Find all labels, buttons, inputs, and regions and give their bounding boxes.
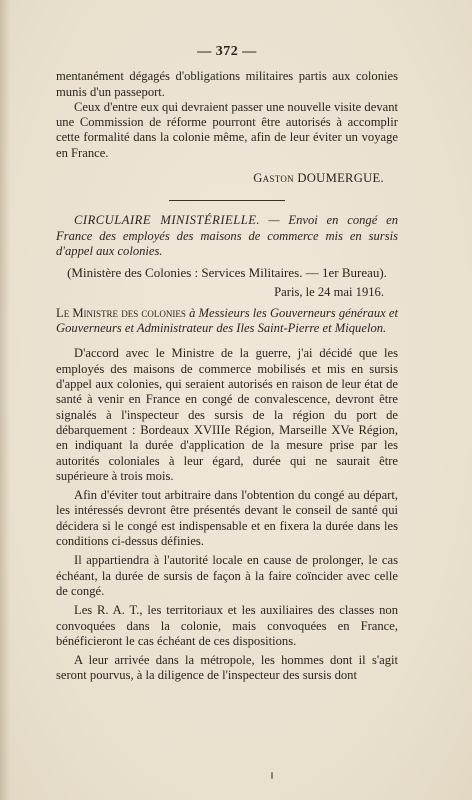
minister-address bbox=[56, 306, 398, 337]
page-number: — 372 — bbox=[197, 44, 257, 59]
ministry-line: (Ministère des Colonies : Services Militaires. — 1er Bureau). bbox=[67, 265, 387, 281]
dateline: Paris, le 24 mai 1916. bbox=[274, 284, 384, 299]
minister-lead: Le Ministre des colonies bbox=[56, 305, 186, 320]
circular-subject: . — Envoi en congé en France des employés des maisons de commerce mis en sursis d'appel aux colonies. bbox=[56, 213, 398, 258]
circular-heading bbox=[56, 213, 398, 259]
previous-paragraph: Ceux d'entre eux qui devraient passer une nouvelle visite devant une Commission de réforme pourront être autorisés à accomplir cette formalité dans la colonie même, afin de leur éviter un voyage en France. bbox=[56, 99, 398, 160]
circular-title: CIRCULAIRE MINISTÉRIELLE bbox=[74, 213, 257, 228]
binding-shadow bbox=[0, 0, 10, 800]
paper-speck bbox=[271, 772, 273, 779]
text-block bbox=[56, 44, 398, 688]
minister-recipients: à Messieurs les Gouverneurs généraux et Gouverneurs et Administrateur des Iles Saint-Pierre et Miquelon. bbox=[56, 305, 398, 336]
section-divider bbox=[169, 200, 285, 201]
body-paragraph-5: A leur arrivée dans la métropole, les hommes dont il s'agit seront pourvus, à la diligence de l'inspecteur des sursis dont bbox=[56, 653, 398, 683]
body-paragraph-2: Afin d'éviter tout arbitraire dans l'obtention du congé au départ, les intéressés devront être présentés devant le conseil de santé qui décidera si le congé est indispensable et en fixera la durée dans les conditions ci-dessus définies. bbox=[56, 488, 398, 549]
body-paragraph-4: Les R. A. T., les territoriaux et les auxiliaires des classes non convoquées dans la colonie, mais convoquées en France, bénéficieront le cas échéant de ces dispositions. bbox=[56, 603, 398, 648]
body-paragraph-3: Il appartiendra à l'autorité locale en cause de prolonger, le cas échéant, la durée de sursis de façon à la faire coïncider avec celle de congé. bbox=[56, 553, 398, 598]
body-paragraph-1: D'accord avec le Ministre de la guerre, j'ai décidé que les employés des maisons de commerce mobilisés et mis en sursis d'appel aux colonies, qui seraient autorisés en raison de leur état de santé à venir en France en congé de convalescence, devront être signalés à l'inspecteur des sursis de la région du port de débarquement : Bordeaux XVIIIe Région, Marseille XVe Région, en indiquant la durée d'application de la mesure prise par les autorités coloniales à leur égard, durée qui ne saurait être supérieure à trois mois. bbox=[56, 346, 398, 483]
continuation-paragraph: mentanément dégagés d'obligations militaires partis aux colonies munis d'un passeport. bbox=[56, 69, 398, 99]
signature: Gaston DOUMERGUE. bbox=[253, 171, 384, 186]
